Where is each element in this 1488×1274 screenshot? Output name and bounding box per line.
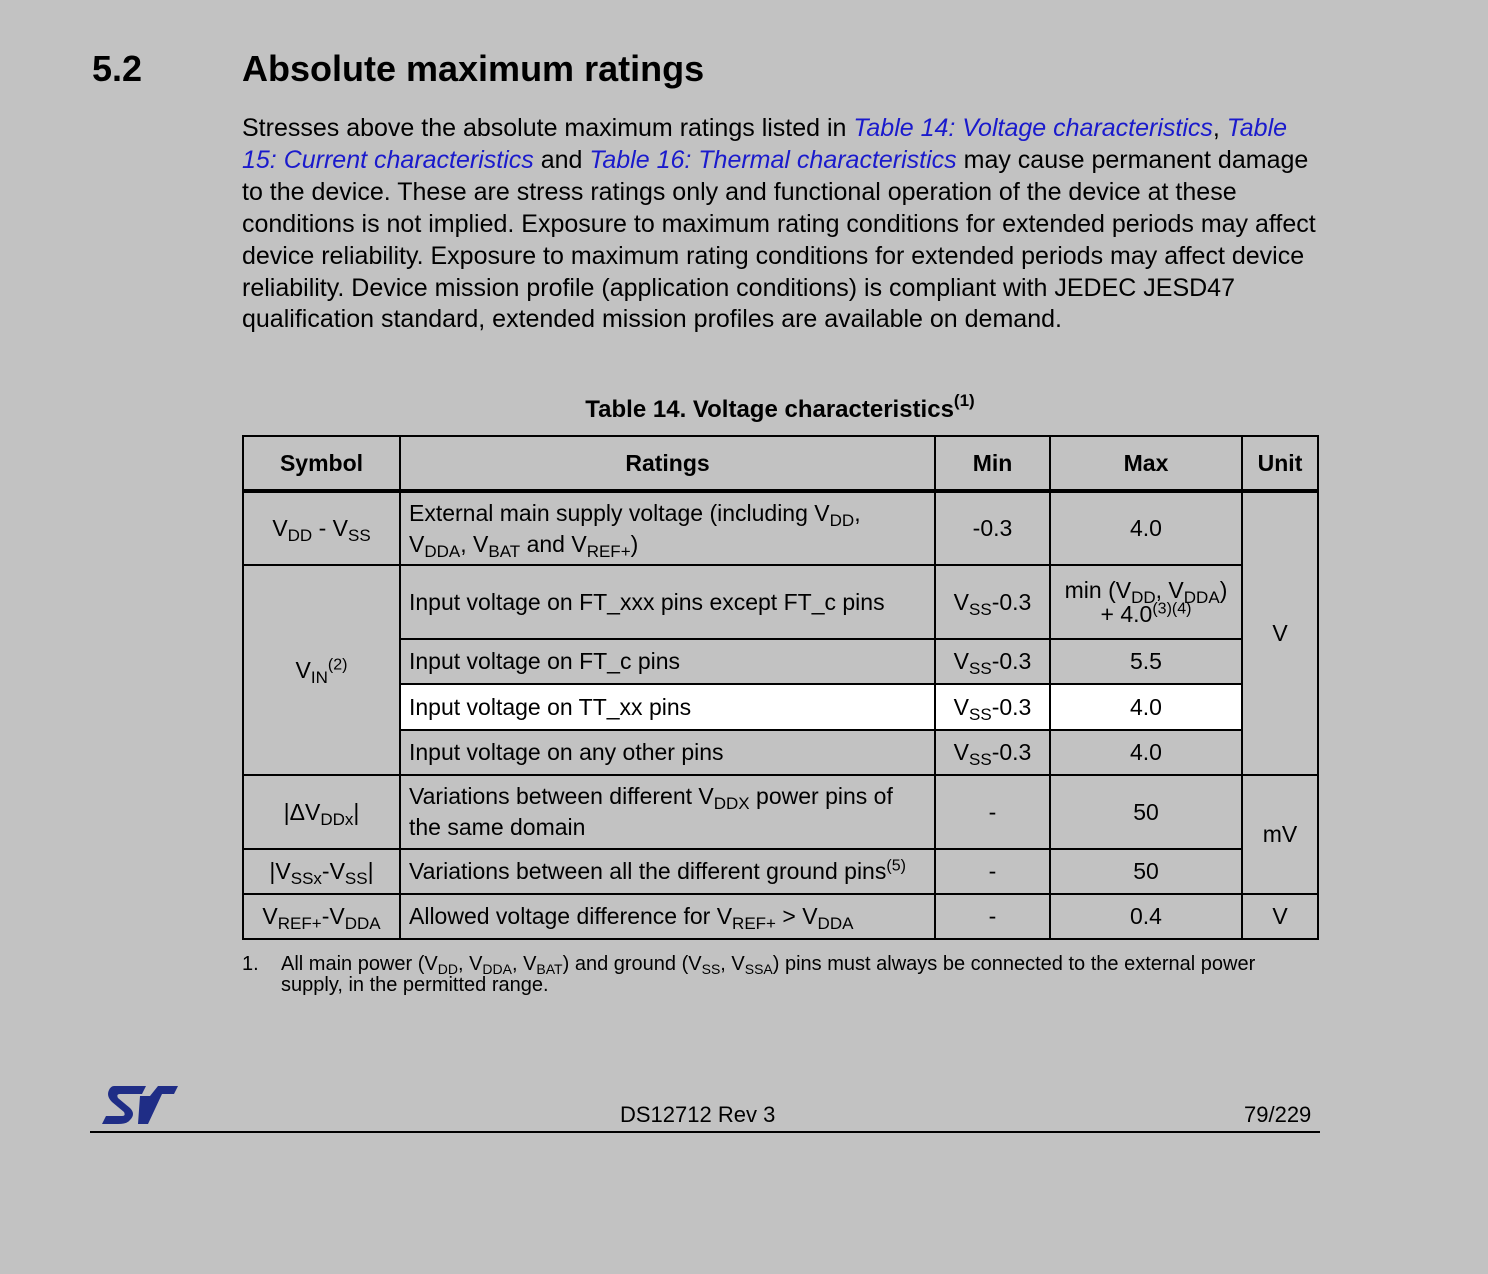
min-cell: $V_{SS}-0.3$ xyxy=(935,730,1050,775)
link-table-14[interactable]: Table 14: Voltage characteristics xyxy=(853,114,1213,142)
link-table-16[interactable]: Table 16: Thermal characteristics xyxy=(589,145,957,174)
footer-rule xyxy=(90,1131,1320,1133)
symbol-cell-vin: $V_{IN}^{(2)}$ xyxy=(243,565,400,775)
min-cell: - xyxy=(935,894,1050,939)
min-cell: - xyxy=(935,775,1050,849)
section-title: Absolute maximum ratings xyxy=(242,48,705,89)
max-cell: 50 xyxy=(1050,775,1242,849)
intro-text: Stresses above the absolute maximum ratings listed in xyxy=(242,114,854,142)
table-row xyxy=(243,491,1318,565)
symbol-cell: $|V_{SSx}-V_{SS}|$ xyxy=(243,849,400,894)
rating-cell: Variations between different $V_{DDX}$ power pins of the same domain xyxy=(400,775,935,849)
link-table-15[interactable]: Table 15: Current characteristics xyxy=(242,114,1288,174)
intro-text: , xyxy=(1212,114,1227,142)
table-row xyxy=(243,894,1318,939)
unit-cell: V xyxy=(1242,894,1318,939)
max-cell: 4.0 xyxy=(1050,730,1242,775)
rating-cell: Input voltage on FT_c pins xyxy=(400,639,935,684)
header-max: Max xyxy=(1050,436,1242,491)
header-min: Min xyxy=(935,436,1050,491)
table-row xyxy=(243,639,1318,684)
intro-text: and xyxy=(533,145,590,174)
table-row xyxy=(243,849,1318,894)
table-row xyxy=(243,565,1318,639)
table-row-highlighted xyxy=(243,684,1318,730)
page-number: 79/229 xyxy=(1244,1102,1312,1127)
table-caption: Table 14. Voltage characteristics$^{(1)}$ xyxy=(585,391,975,423)
max-cell: 50 xyxy=(1050,849,1242,894)
document-id: DS12712 Rev 3 xyxy=(620,1102,776,1127)
rating-cell: Input voltage on any other pins xyxy=(400,730,935,775)
min-cell: $V_{SS}-0.3$ xyxy=(935,639,1050,684)
intro-paragraph xyxy=(242,113,1327,336)
rating-cell: Variations between all the different ground pins$^{(5)}$ xyxy=(400,849,935,894)
section-number: 5.2 xyxy=(92,48,143,89)
rating-cell: Allowed voltage difference for $V_{REF+} > V_{DDA}$ xyxy=(400,894,935,939)
intro-text: may cause permanent damage to the device. These are stress ratings only and functional operation of the device at these conditions is not implied. Exposure to maximum rating conditions for extended periods may affect device reliability. Exposure to maximum rating conditions for extended periods may affect device reliability. Device mission profile (application conditions) is compliant with JEDEC JESD47 qualification standard, extended mission profiles are available on demand. xyxy=(242,145,1316,334)
symbol-cell: $V_{DD} - V_{SS}$ xyxy=(243,491,400,565)
unit-cell: V xyxy=(1242,491,1318,775)
symbol-cell: $V_{REF+}-V_{DDA}$ xyxy=(243,894,400,939)
voltage-characteristics-table xyxy=(242,435,1319,940)
min-cell: - xyxy=(935,849,1050,894)
rating-cell: External main supply voltage (including $V_{DD}$, $V_{DDA}$, $V_{BAT}$ and $V_{REF+}$) xyxy=(400,491,935,565)
unit-cell: mV xyxy=(1242,775,1318,894)
rating-cell: Input voltage on FT_xxx pins except FT_c pins xyxy=(400,565,935,639)
max-cell: 4.0 xyxy=(1050,491,1242,565)
rating-cell: Input voltage on TT_xx pins xyxy=(400,684,935,730)
min-cell: $V_{SS}-0.3$ xyxy=(935,565,1050,639)
min-cell: -0.3 xyxy=(935,491,1050,565)
header-unit: Unit xyxy=(1242,436,1318,491)
table-row xyxy=(243,775,1318,849)
max-cell: $\min (V_{DD}$, $V_{DDA}$) + $4.0^{(3)(4)}$ xyxy=(1050,565,1242,639)
min-cell: $V_{SS}-0.3$ xyxy=(935,684,1050,730)
table-row xyxy=(243,730,1318,775)
header-symbol: Symbol xyxy=(243,436,400,491)
max-cell: 0.4 xyxy=(1050,894,1242,939)
table-header-row xyxy=(243,436,1318,491)
symbol-cell: $|\Delta V_{DDx}|$ xyxy=(243,775,400,849)
st-logo-icon xyxy=(100,1080,180,1133)
max-cell: 5.5 xyxy=(1050,639,1242,684)
max-cell: 4.0 xyxy=(1050,684,1242,730)
header-ratings: Ratings xyxy=(400,436,935,491)
